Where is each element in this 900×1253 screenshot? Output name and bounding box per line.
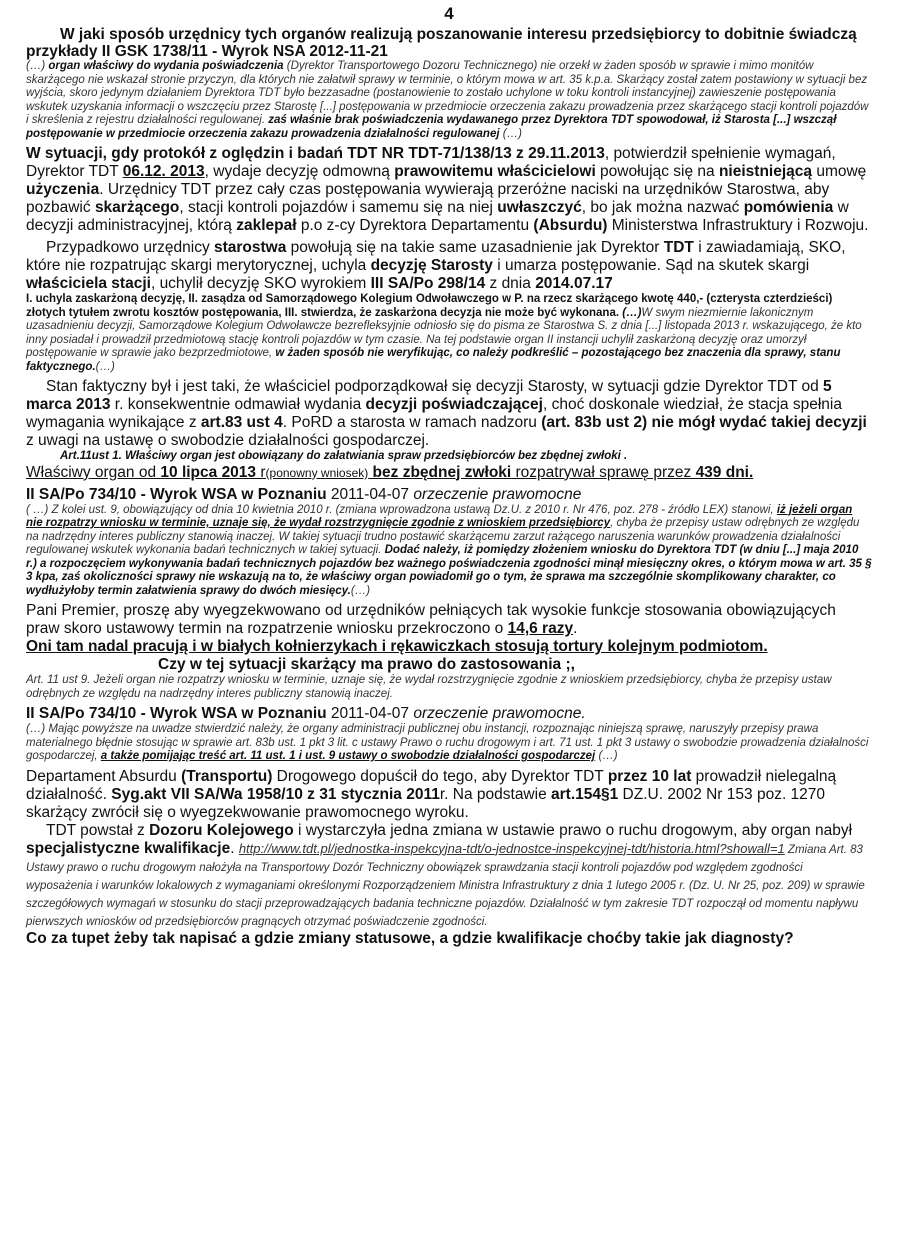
text-run: organ właściwy do wydania poświadczenia — [48, 60, 284, 72]
text-run: Przypadkowo urzędnicy — [46, 239, 214, 256]
text-run: Stan faktyczny był i jest taki, że właściciel podporządkował się decyzji Starosty, w sytuacji gdzie Dyrektor TDT od — [46, 378, 824, 395]
text-run: DZ.U. 2002 Nr 153 poz. 1270 skarżący zwrócił się o wyegzekwowanie prawomocnego wyroku. — [26, 785, 826, 821]
text-run: (art. 83b ust 2) nie mógł wydać takiej decyzji — [541, 414, 867, 431]
text-run: art.83 ust 4 — [200, 414, 283, 431]
question-line: Czy w tej sytuacji skarżący ma prawo do zastosowania ;, — [158, 656, 575, 673]
text-run: , chyba że przepisy ustaw odrębnych ze względu na nadrzędny interes publiczny stanowią inaczej. W takiej sytuacji trudno postawić skarżącemu zarzut rażącego naruszenia warunków prowadzenia działalności regulowanej wskutek wykonania badań technicznych w takiej sytuacji. — [26, 517, 860, 556]
text-run: II SA/Po 734/10 - Wyrok WSA w Poznaniu — [26, 705, 327, 722]
court-quote — [26, 60, 872, 141]
text-run: (Dyrektor Transportowego Dozoru Technicznego) nie orzekł w żaden sposób w sprawie i mimo monitów skarżącego nie wskazał stronie przyczyn, dla których nie załatwił sprawy w terminie, o którym mowa w art. 35 k.p.a. Skarżący został zatem postawiony w sytuacji bez wyjścia, skoro jedynym działaniem Dyrektora TDT było bezzasadne (postanowienie to zostało uchylone w toku kontroli instancyjnej) zawieszenie postępowania wskutek uzyskania informacji o wszczęciu przez Starostę [...] postępowania w przedmiocie orzeczenia zakazu prowadzenia przez skarżącego stacji kontroli pojazdów i skreślenia z rejestru działalności regulowanej. — [26, 60, 869, 126]
text-run: orzeczenie prawomocne — [413, 485, 582, 503]
text-run: (Transportu) — [181, 767, 273, 785]
text-run: nieistniejącą — [718, 163, 813, 180]
text-run: użyczenia — [26, 181, 100, 198]
text-run: prowadził nielegalną działalność. — [26, 767, 837, 803]
text-run: 14,6 razy — [507, 620, 574, 637]
text-run: . — [230, 839, 239, 857]
text-run: , potwierdził spełnienie wymagań, Dyrektor TDT — [26, 145, 836, 180]
text-run: z uwagi na ustawę o swobodzie działalności gospodarczej. — [26, 432, 430, 449]
text-run: przez 10 lat — [607, 767, 692, 785]
text-run: z dnia — [485, 275, 536, 292]
text-run: Właściwy organ od — [26, 463, 161, 481]
text-run: powołują się na takie same uzasadnienie jak Dyrektor — [286, 239, 664, 256]
text-run: r. Na podstawie — [439, 785, 552, 803]
statute-quote: Art. 11 ust 9. Jeżeli organ nie rozpatrzy wniosku w terminie, uznaje się, że wydał rozstrzygnięcie zgodnie z wnioskiem przedsiębiorcy, chyba że przepisy ustaw odrębnych ze względu na nadrzędny interes publiczny stanowią inaczej. — [26, 674, 832, 700]
text-run: Dodać należy, iż pomiędzy złożeniem wniosku do Dyrektora TDT (w dniu [...] maja 2010 r.) a rozpoczęciem wykonywania badań technicznych pojazdów bez ważnego poświadczenia zgodności minął miesięczny okres, o którym mowa w art. 35 § 3 kpa, zaś okoliczności sprawy nie wskazują na to, że właściwy organ powiadomił go o tym, że sprawa ma szczególnie skomplikowany charakter, co wydłużyłoby termin załatwienia sprawy do dwóch miesięcy. — [26, 544, 872, 597]
text-run: Departament Absurdu — [26, 767, 182, 785]
text-run: Działalność w tym zakresie TDT rozpoczął od momentu napływu pierwszych wniosków od przedsiębiorców pragnących otrzymać poświadczenie zgodności. — [26, 897, 859, 928]
text-run: decyzję Starosty — [370, 257, 493, 274]
text-run: TDT — [663, 239, 694, 256]
text-run: 2011-04-07 — [326, 485, 414, 503]
text-run: Zmiana Art. 83 Ustawy prawo o ruchu drogowym nałożyła na Transportowy Dozór Techniczny obowiązek sprawdzania stacji kontroli pojazdów pod względem zgodności wyposażenia i warunków lokalowych z wymaganiami określonymi Rozporządzeniem Ministra Infrastruktury z dnia 1 lutego 2005 r. (Dz. U. Nr 25, poz. 209) w sprawie szczegółowych wymagań w stosunku do stacji przeprowadzających badania techniczne pojazdów. — [26, 843, 865, 910]
text-run: w żaden sposób nie weryfikując, co należy podkreślić – pozostającego bez znaczenia dla sprawy, stanu faktycznego. — [26, 347, 841, 373]
text-run: statusowe — [355, 929, 431, 947]
text-run: p.o z-cy Dyrektora Departamentu — [296, 217, 534, 234]
text-run: r. konsekwentnie odmawiał wydania — [110, 396, 366, 413]
text-run: . — [573, 620, 578, 637]
court-quote — [26, 293, 872, 374]
text-run: . Urzędnicy TDT przez cały czas postępowania wywierają przeróżne naciski na urzędników Starostwa, aby pozbawić — [26, 181, 830, 216]
text-run: rozpatrywał sprawę przez — [511, 463, 696, 481]
text-run: i zawiadamiają, SKO, które nie rozpatrując skargi merytorycznej, uchyla — [26, 239, 846, 274]
text-run: , a gdzie kwalifikacje choćby takie jak — [430, 929, 711, 947]
text-run: zaklepał — [236, 217, 297, 234]
text-run: art.154§1 — [551, 785, 619, 803]
text-run: i wystarczyła jedna zmiana w ustawie prawo o ruchu drogowym, aby organ nabył — [293, 821, 853, 839]
text-run: (…) — [499, 127, 522, 140]
text-run: , stacji kontroli pojazdów i samemu się na niej — [179, 199, 498, 216]
statute-quote — [26, 450, 872, 464]
text-run: Art.11ust 1. Właściwy organ jest obowiązany do załatwiania spraw przedsiębiorców bez zbędnej zwłoki . — [60, 450, 628, 462]
text-run: (…) — [26, 60, 49, 72]
paragraph-facts — [26, 378, 872, 450]
text-run: III SA/Po 298/14 — [370, 275, 486, 292]
judgment-heading — [26, 486, 872, 504]
text-run: 2011-04-07 — [326, 705, 414, 722]
text-run: (…) — [622, 306, 642, 319]
paragraph-torture: Oni tam nadal pracują i w białych kołnierzykach i rękawiczkach stosują tortury kolejnym podmiotom. — [26, 638, 768, 655]
text-run: prawowitemu właścicielowi — [394, 163, 596, 180]
text-run: ( …) Z kolei ust. 9, obowiązujący od dnia 10 kwietnia 2010 r. (zmiana wprowadzona ustawą Dz.U. z 2010 r. Nr 476, poz. 278 - źródło LEX) stanowi, — [26, 503, 777, 516]
text-run: , wydaje decyzję odmowną — [204, 163, 395, 180]
text-run: (…) — [95, 360, 115, 373]
history-link[interactable]: http://www.tdt.pl/jednostka-inspekcyjna-tdt/o-jednostce-inspekcyjnej-tdt/historia.html?showall=1 — [238, 840, 785, 856]
text-run: (Absurdu) — [533, 217, 608, 234]
closing-question — [26, 930, 872, 948]
text-run: Syg.akt VII SA/Wa 1958/10 z 31 stycznia 2011 — [111, 785, 440, 803]
text-run: iż jeżeli organ nie rozpatrzy wniosku w terminie, uznaje się, że wydał rozstrzygnięcie zgodnie z wnioskiem przedsiębiorcy — [26, 503, 853, 529]
text-run: uwłaszczyć — [497, 199, 582, 216]
text-run: W swym niezmiernie lakonicznym uzasadnieniu decyzji, Samorządowe Kolegium Odwoławcze bezrefleksyjnie odniosło się do pisma ze Starostwa S. z dnia [...] listopada 2013 r. wskazującego, że kto inny posiadał i prowadził przedmiotową stację kontroli pojazdów w tym czasie. Na tej podstawie organ II instancji uchylił zaskarżoną decyzję oraz umorzył postępowanie w sprawie jako bezprzedmiotowe, — [26, 306, 862, 359]
text-run: i umarza postępowanie. Sąd na skutek skargi — [492, 257, 810, 274]
text-run: (…) — [350, 584, 371, 597]
text-run: 10 lipca 2013 — [160, 463, 257, 481]
text-run: umowę — [812, 163, 867, 180]
section-heading: W jaki sposób urzędnicy tych organów realizują poszanowanie interesu przedsiębiorcy to dobitnie świadczą przykłady II GSK 1738/11 - Wyrok NSA 2012-11-21 — [26, 26, 857, 60]
text-run: (…) — [595, 750, 618, 762]
text-run: powołując się na — [595, 163, 719, 180]
text-run: diagnosty — [710, 929, 785, 947]
text-run: Co za tupet żeby tak napisać a gdzie zmiany — [26, 929, 356, 947]
text-run: I. uchyla zaskarżoną decyzję, II. zasądza od Samorządowego Kolegium Odwoławczego w P. na rzecz skarżącego kwotę 440,- (czterysta czterdzieści) złotych tytułem zwrotu kosztów postępowania, III. stwierdza, że zaskarżona decyzja nie może być wykonana. — [26, 293, 833, 319]
court-quote — [26, 723, 872, 764]
text-run: 06.12. 2013 — [122, 163, 205, 180]
text-run: decyzji poświadczającej — [365, 396, 543, 413]
text-run: (…) Mając powyższe na uwadze stwierdzić należy, że organy administracji publicznej obu instancji, rozpoznając niniejszą sprawę, naruszyły przepisy prawa materialnego błędnie stosując w sprawie art. 83b ust. 1 pkt 3 lit. c ustawy Prawo o ruchu drogowym i art. 71 ust. 1 pkt 3 ustawy o swobodzie prowadzenia działalności gospodarczej, — [26, 723, 869, 762]
text-run: bez zbędnej zwłoki — [368, 463, 512, 481]
text-run: zaś właśnie brak poświadczenia wydawanego przez Dyrektora TDT spowodował, iż Starosta [...] wszczął postępowanie w przedmiocie orzeczenia zakazu prowadzenia działalności regulowanej — [26, 114, 837, 140]
text-run: orzeczenie prawomocne. — [413, 705, 586, 722]
text-run: 5 marca 2013 — [26, 378, 832, 413]
text-run: W sytuacji, gdy protokół z oględzin i badań TDT NR TDT-71/138/13 z 29.11.2013 — [26, 145, 605, 162]
text-run: Pani Premier, proszę aby wyegzekwowano od urzędników pełniących tak wysokie funkcje stosowania obowiązujących praw skoro ustawowy termin na rozpatrzenie wniosku przekroczono o — [26, 602, 836, 637]
page-number: 4 — [444, 4, 454, 23]
text-run: TDT powstał z — [46, 821, 150, 839]
text-run: r — [256, 463, 266, 481]
text-run: (ponowny wniosek) — [265, 465, 369, 480]
text-run: . PoRD a starosta w ramach nadzoru — [282, 414, 542, 431]
text-run: , choć doskonale wiedział, że stacja spełnia wymagania wynikające z — [26, 396, 842, 431]
text-run: 2014.07.17 — [535, 275, 613, 292]
paragraph-delay — [26, 464, 872, 482]
paragraph-department — [26, 768, 872, 822]
paragraph-appeal — [26, 602, 872, 638]
text-run: a także pomijając treść art. 11 ust. 1 i ust. 9 ustawy o swobodzie działalności gospodarczej — [100, 750, 596, 762]
text-run: 439 dni. — [695, 463, 754, 481]
text-run: Ministerstwa Infrastruktury i Rozwoju. — [607, 217, 869, 234]
paragraph-starostwo — [26, 239, 872, 293]
text-run: ? — [784, 929, 794, 947]
paragraph-tdt-origin — [26, 822, 872, 930]
text-run: skarżącego — [94, 199, 180, 216]
text-run: starostwa — [214, 239, 287, 256]
text-run: , bo jak można nazwać — [581, 199, 744, 216]
paragraph-protocol — [26, 145, 872, 235]
text-run: specjalistyczne kwalifikacje — [26, 839, 231, 857]
text-run: , uchylił decyzję SKO wyrokiem — [150, 275, 371, 292]
text-run: Drogowego dopuścił do tego, aby Dyrektor TDT — [272, 767, 608, 785]
court-quote — [26, 504, 872, 599]
judgment-heading — [26, 705, 872, 723]
text-run: Dozoru Kolejowego — [149, 821, 294, 839]
text-run: II SA/Po 734/10 - Wyrok WSA w Poznaniu — [26, 485, 327, 503]
text-run: pomówienia — [743, 199, 834, 216]
text-run: w decyzji administracyjnej, którą — [26, 199, 849, 234]
text-run: właściciela stacji — [26, 275, 151, 292]
